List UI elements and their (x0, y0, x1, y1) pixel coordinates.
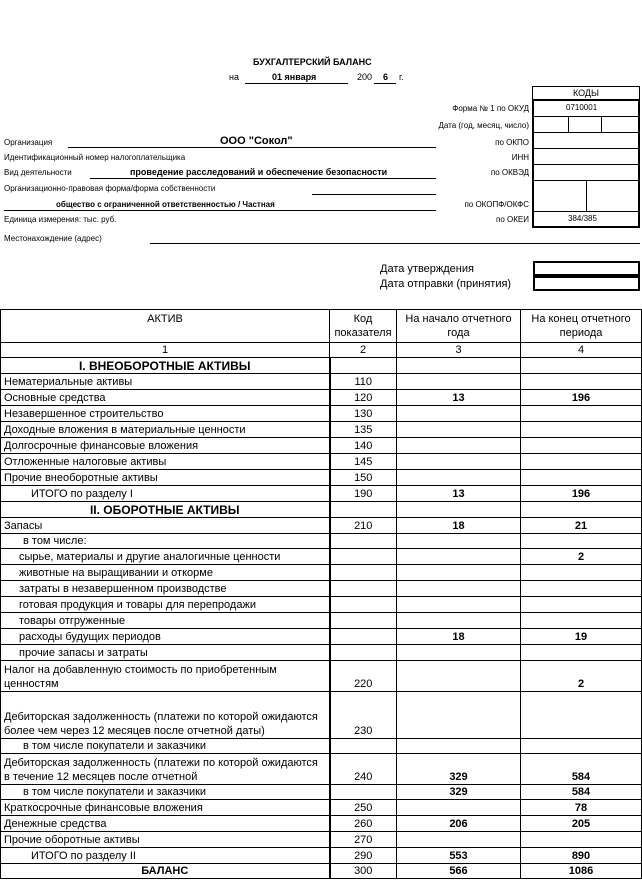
activity-label: Вид деятельности (4, 168, 72, 177)
form-title: БУХГАЛТЕРСКИЙ БАЛАНС (253, 57, 372, 67)
row-start-value: 566 (397, 864, 521, 879)
row-end-value (521, 454, 642, 470)
row-code (330, 613, 397, 629)
table-row (1, 358, 642, 374)
row-end-value: 584 (521, 754, 642, 785)
row-start-value: 329 (397, 754, 521, 785)
location-label: Местонахождение (адрес) (4, 234, 102, 243)
row-label: прочие запасы и затраты (1, 645, 330, 661)
table-row (1, 629, 642, 645)
balance-table (0, 309, 642, 879)
table-row (1, 848, 642, 864)
form-okud-label: Форма № 1 по ОКУД (452, 104, 529, 113)
row-code: 220 (330, 661, 397, 692)
table-row (1, 739, 642, 754)
row-code (330, 502, 397, 518)
okei-label: по ОКЕИ (496, 215, 529, 224)
row-code: 270 (330, 832, 397, 848)
table-row (1, 502, 642, 518)
okopf-label: по ОКОПФ/ОКФС (464, 200, 529, 209)
row-end-value: 196 (521, 486, 642, 502)
row-start-value (397, 597, 521, 613)
row-label: Налог на добавленную стоимость по приобретенным ценностям (1, 661, 330, 692)
row-code: 140 (330, 438, 397, 454)
row-label: Прочие оборотные активы (1, 832, 330, 848)
row-label: в том числе покупатели и заказчики (1, 739, 330, 754)
row-start-value (397, 422, 521, 438)
row-start-value: 13 (397, 486, 521, 502)
row-end-value (521, 613, 642, 629)
row-label: Основные средства (1, 390, 330, 406)
sent-date-field[interactable] (533, 276, 640, 291)
row-start-value (397, 739, 521, 754)
row-end-value (521, 374, 642, 390)
approval-date-label: Дата утверждения (380, 263, 474, 275)
row-end-value: 1086 (521, 864, 642, 879)
date-on-label: на (229, 72, 239, 82)
date-label: Дата (год, месяц, число) (438, 121, 529, 130)
row-start-value (397, 800, 521, 816)
row-end-value (521, 422, 642, 438)
approval-date-field[interactable] (533, 261, 640, 276)
row-label: в том числе: (1, 534, 330, 549)
header-start: На начало отчетного года (397, 310, 521, 343)
col-num-2: 2 (330, 343, 397, 358)
row-label: БАЛАНС (1, 864, 330, 879)
row-end-value (521, 692, 642, 739)
year-suffix: 6 (383, 72, 389, 82)
year-g: г. (399, 72, 404, 82)
row-code: 260 (330, 816, 397, 832)
row-label: сырье, материалы и другие аналогичные ценности (1, 549, 330, 565)
table-row (1, 406, 642, 422)
col-num-3: 3 (397, 343, 521, 358)
table-row (1, 374, 642, 390)
row-code: 300 (330, 864, 397, 879)
row-code: 150 (330, 470, 397, 486)
row-end-value: 21 (521, 518, 642, 534)
row-start-value (397, 832, 521, 848)
row-end-value (521, 581, 642, 597)
okei-code: 384/385 (568, 214, 597, 223)
table-row (1, 534, 642, 549)
row-label: животные на выращивании и откорме (1, 565, 330, 581)
row-end-value (521, 645, 642, 661)
row-code (330, 534, 397, 549)
table-row (1, 518, 642, 534)
row-start-value: 329 (397, 785, 521, 800)
row-end-value (521, 534, 642, 549)
row-start-value (397, 613, 521, 629)
row-code: 250 (330, 800, 397, 816)
row-end-value (521, 358, 642, 374)
row-start-value (397, 534, 521, 549)
row-start-value (397, 692, 521, 739)
col-num-1: 1 (1, 343, 330, 358)
row-end-value (521, 406, 642, 422)
row-code: 120 (330, 390, 397, 406)
row-code: 135 (330, 422, 397, 438)
row-start-value: 206 (397, 816, 521, 832)
org-label: Организация (4, 138, 53, 147)
row-end-value: 19 (521, 629, 642, 645)
row-label: Денежные средства (1, 816, 330, 832)
row-start-value (397, 549, 521, 565)
col-num-4: 4 (521, 343, 642, 358)
okved-label: по ОКВЭД (490, 168, 529, 177)
inn-desc: Идентификационный номер налогоплательщика (4, 153, 186, 162)
table-row (1, 438, 642, 454)
row-end-value: 2 (521, 549, 642, 565)
row-start-value (397, 661, 521, 692)
row-start-value (397, 358, 521, 374)
table-row (1, 754, 642, 785)
row-label: товары отгруженные (1, 613, 330, 629)
row-code (330, 565, 397, 581)
row-end-value: 205 (521, 816, 642, 832)
row-label: Краткосрочные финансовые вложения (1, 800, 330, 816)
row-label: I. ВНЕОБОРОТНЫЕ АКТИВЫ (1, 358, 330, 374)
row-code (330, 549, 397, 565)
row-code (330, 629, 397, 645)
row-code: 290 (330, 848, 397, 864)
table-row (1, 422, 642, 438)
table-row (1, 661, 642, 692)
row-code: 190 (330, 486, 397, 502)
activity-value: проведение расследований и обеспечение безопасности (130, 167, 388, 177)
sent-date-label: Дата отправки (принятия) (380, 278, 512, 290)
table-row (1, 816, 642, 832)
row-label: Запасы (1, 518, 330, 534)
row-code: 230 (330, 692, 397, 739)
table-row (1, 597, 642, 613)
row-code (330, 785, 397, 800)
okpo-label: по ОКПО (495, 138, 529, 147)
table-row (1, 800, 642, 816)
table-row (1, 454, 642, 470)
row-code (330, 597, 397, 613)
row-code (330, 581, 397, 597)
row-code: 130 (330, 406, 397, 422)
row-start-value (397, 454, 521, 470)
row-end-value (521, 832, 642, 848)
row-end-value: 584 (521, 785, 642, 800)
header-end: На конец отчетного периода (521, 310, 642, 343)
row-label: готовая продукция и товары для перепродажи (1, 597, 330, 613)
row-label: II. ОБОРОТНЫЕ АКТИВЫ (1, 502, 330, 518)
header-code: Код показателя (330, 310, 397, 343)
row-start-value (397, 374, 521, 390)
row-label: Долгосрочные финансовые вложения (1, 438, 330, 454)
report-date: 01 января (272, 72, 317, 82)
row-label: расходы будущих периодов (1, 629, 330, 645)
row-label: Прочие внеоборотные активы (1, 470, 330, 486)
table-row (1, 549, 642, 565)
row-start-value: 13 (397, 390, 521, 406)
unit-label: Единица измерения: тыс. руб. (4, 215, 117, 224)
row-label: ИТОГО по разделу II (1, 848, 330, 864)
row-label: Отложенные налоговые активы (1, 454, 330, 470)
table-row (1, 645, 642, 661)
row-label: Нематериальные активы (1, 374, 330, 390)
row-end-value: 78 (521, 800, 642, 816)
header-asset: АКТИВ (1, 310, 330, 343)
row-end-value (521, 597, 642, 613)
table-row (1, 565, 642, 581)
row-start-value: 553 (397, 848, 521, 864)
row-start-value (397, 406, 521, 422)
row-start-value (397, 502, 521, 518)
row-end-value: 890 (521, 848, 642, 864)
row-end-value (521, 470, 642, 486)
table-row (1, 613, 642, 629)
row-code: 240 (330, 754, 397, 785)
row-label: в том числе покупатели и заказчики (1, 785, 330, 800)
table-row (1, 486, 642, 502)
table-row (1, 470, 642, 486)
row-start-value (397, 581, 521, 597)
org-value: ООО "Сокол" (220, 135, 293, 147)
row-code (330, 739, 397, 754)
legal-form-label: Организационно-правовая форма/форма собственности (4, 184, 216, 193)
row-end-value (521, 438, 642, 454)
row-code: 110 (330, 374, 397, 390)
table-row (1, 581, 642, 597)
row-code (330, 358, 397, 374)
row-start-value: 18 (397, 629, 521, 645)
legal-form-value: общество с ограниченной ответственностью / Частная (56, 200, 275, 209)
codes-header: КОДЫ (532, 86, 640, 100)
row-start-value (397, 438, 521, 454)
table-row (1, 785, 642, 800)
inn-label: ИНН (511, 153, 529, 162)
row-start-value (397, 470, 521, 486)
row-end-value (521, 565, 642, 581)
row-end-value (521, 739, 642, 754)
row-label: Дебиторская задолженность (платежи по которой ожидаются более чем через 12 месяцев после отчетной даты) (1, 692, 330, 739)
form-code: 0710001 (566, 103, 598, 112)
row-start-value (397, 645, 521, 661)
table-row (1, 832, 642, 848)
row-label: Доходные вложения в материальные ценности (1, 422, 330, 438)
row-code: 145 (330, 454, 397, 470)
row-label: ИТОГО по разделу I (1, 486, 330, 502)
table-row (1, 390, 642, 406)
row-code (330, 645, 397, 661)
row-end-value (521, 502, 642, 518)
row-label: затраты в незавершенном производстве (1, 581, 330, 597)
row-start-value (397, 565, 521, 581)
row-code: 210 (330, 518, 397, 534)
row-end-value: 2 (521, 661, 642, 692)
row-label: Дебиторская задолженность (платежи по которой ожидаются в течение 12 месяцев после отчетной (1, 754, 330, 785)
year-prefix: 200 (357, 72, 373, 82)
row-start-value: 18 (397, 518, 521, 534)
row-label: Незавершенное строительство (1, 406, 330, 422)
row-end-value: 196 (521, 390, 642, 406)
table-row (1, 692, 642, 739)
table-row (1, 864, 642, 879)
